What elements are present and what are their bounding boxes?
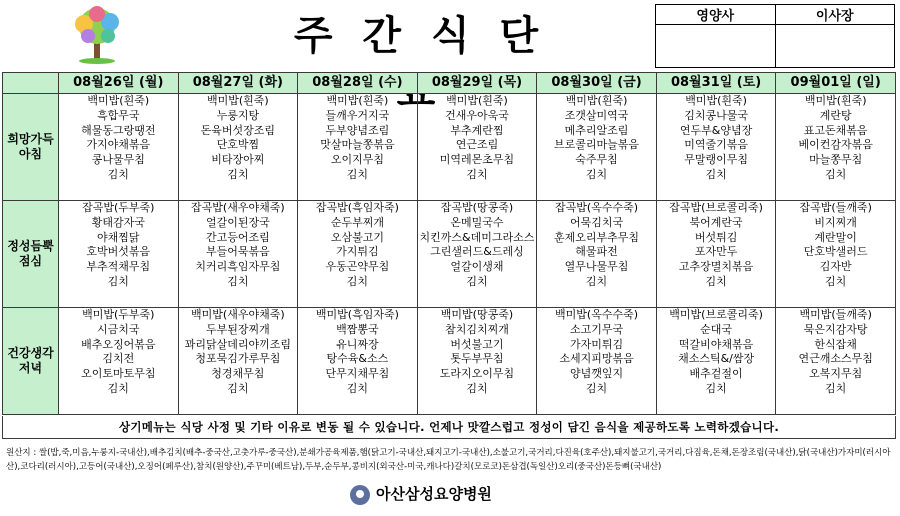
approval-box	[655, 4, 895, 68]
menu-item: 김치	[466, 381, 488, 395]
menu-item: 배추오징어볶음	[81, 337, 156, 351]
menu-item: 호박버섯볶음	[86, 245, 151, 259]
notice-text: 상기메뉴는 식당 사정 및 기타 이유로 변동 될 수 있습니다. 언제나 맛깔스럽고 정성이 담긴 음식을 제공하도록 노력하겠습니다.	[2, 416, 896, 439]
page-title: 주 간 식 단	[293, 13, 547, 59]
menu-item: 계란탕	[819, 108, 852, 122]
menu-item: 미역줄기볶음	[684, 138, 748, 152]
menu-item: 김치	[107, 167, 129, 181]
menu-item: 김치	[705, 274, 727, 288]
approval-label-director: 이사장	[775, 5, 895, 25]
day-header: 08월26일 (월)	[59, 73, 179, 94]
menu-item: 부들어묵볶음	[205, 245, 270, 259]
menu-item: 황태감자국	[91, 215, 145, 229]
menu-item: 야채찜닭	[97, 230, 140, 244]
menu-item: 탕수육&소스	[326, 352, 389, 366]
menu-cell	[417, 308, 537, 415]
menu-cell	[776, 201, 896, 308]
menu-item: 오이토마토무침	[81, 367, 156, 381]
menu-item: 백미밥(흰죽)	[446, 94, 508, 107]
menu-cell	[59, 201, 179, 308]
menu-item: 해물동그랑땡전	[81, 123, 156, 137]
menu-item: 버섯불고기	[450, 337, 504, 351]
menu-item: 가지튀김	[336, 245, 379, 259]
menu-item: 백미밥(흰죽)	[565, 94, 628, 107]
menu-cell	[417, 94, 537, 201]
meal-row	[3, 201, 896, 308]
menu-item: 한식잡채	[814, 337, 857, 351]
day-header: 08월28일 (수)	[298, 73, 418, 94]
menu-item: 비타장아찌	[211, 153, 265, 167]
menu-item: 어묵김치국	[569, 215, 624, 229]
menu-item: 오이지무침	[330, 153, 384, 167]
menu-item: 김치	[705, 381, 727, 395]
hospital-name: 아산삼성요양병원	[376, 485, 492, 503]
menu-item: 순대국	[700, 322, 733, 336]
menu-item: 청포묵김가루무침	[195, 352, 281, 366]
menu-item: 건새우아욱국	[445, 108, 509, 122]
menu-item: 북어계란국	[689, 215, 743, 229]
menu-item: 누룽지탕	[216, 108, 260, 122]
meal-label: 건강생각 저녁	[3, 308, 59, 415]
menu-item: 치커리흑임자무침	[195, 260, 281, 274]
menu-item: 얼갈이생채	[450, 260, 504, 274]
origin-info: 원산지 : 쌀(밥,죽,미음,누룽지-국내산),배추김치(배추-중국산,고춧가루-중국산),분쇄가공육제품,햄(닭고기-국내산,돼지고기-국내산),소불고기,국거리,다진육(호주산),돼지불고기,국거리,다짐육,돈채,돈장조림(국내산),닭(국내산)가자미(러시아산),코다리(러시아),고등어(국내산),오징어(페루산),참치(원양산),주꾸미(베트남),두부,순두부,콩비지(외국산-미국,캐나다)갈치(모로코)돈삼겹(독일산)오리(중국산)돈등뼈(국내산)	[6, 448, 891, 472]
menu-item: 채소스틱&/쌈장	[678, 352, 755, 366]
menu-item: 표고돈채볶음	[803, 123, 868, 137]
menu-item: 김치	[705, 167, 727, 181]
menu-item: 가자미튀김	[569, 337, 624, 351]
menu-cell	[537, 94, 657, 201]
menu-item: 미역레몬초무침	[439, 153, 515, 167]
menu-item: 숙주무침	[575, 153, 618, 167]
menu-item: 백짬뽕국	[336, 322, 379, 336]
menu-item: 소세지피망볶음	[559, 352, 634, 366]
menu-item: 잡곡밥(새우야채죽)	[191, 201, 285, 214]
day-header: 08월27일 (화)	[178, 73, 298, 94]
menu-cell	[417, 201, 537, 308]
menu-item: 잡곡밥(옥수수죽)	[555, 201, 639, 214]
menu-item: 백미밥(두부죽)	[82, 308, 155, 321]
menu-cell	[59, 308, 179, 415]
menu-item: 부추계란찜	[450, 123, 504, 137]
menu-item: 해물파전	[575, 245, 618, 259]
menu-item: 부추적채무침	[86, 260, 151, 274]
menu-item: 김자반	[819, 260, 852, 274]
menu-item: 소고기무국	[569, 322, 624, 336]
menu-item: 마늘쫑무침	[809, 153, 863, 167]
day-header: 08월31일 (토)	[656, 73, 776, 94]
menu-cell	[537, 201, 657, 308]
menu-item: 도라지오이무침	[439, 367, 515, 381]
menu-item: 꽈리닭살데리야끼조림	[184, 337, 291, 351]
menu-cell	[178, 308, 298, 415]
approval-sign-dietitian[interactable]	[656, 25, 776, 68]
menu-item: 잡곡밥(흑임자죽)	[315, 201, 399, 214]
menu-cell	[298, 308, 418, 415]
menu-item: 백미밥(흰죽)	[685, 94, 747, 107]
hospital-footer	[350, 482, 550, 506]
menu-item: 포자만두	[694, 245, 738, 259]
menu-item: 김치	[227, 381, 249, 395]
menu-cell	[59, 94, 179, 201]
menu-item: 김치	[585, 274, 608, 288]
menu-item: 메추리알조림	[564, 123, 629, 137]
approval-sign-director[interactable]	[775, 25, 895, 68]
menu-item: 잡곡밥(브로콜리죽)	[669, 201, 763, 214]
menu-item: 연근조림	[455, 138, 499, 152]
menu-item: 얼갈이된장국	[205, 215, 270, 229]
menu-item: 잡곡밥(들깨죽)	[799, 201, 872, 214]
menu-cell	[178, 201, 298, 308]
meal-row	[3, 308, 896, 415]
menu-item: 김치	[107, 274, 129, 288]
menu-item: 청경채무침	[211, 367, 265, 381]
menu-item: 잡곡밥(땅콩죽)	[440, 201, 514, 214]
menu-item: 단호박찜	[216, 138, 260, 152]
menu-item: 백미밥(새우야채죽)	[191, 308, 285, 321]
menu-item: 오복지무침	[809, 367, 863, 381]
menu-cell	[178, 94, 298, 201]
menu-item: 참치김치찌개	[445, 322, 509, 336]
menu-item: 배추겉절이	[689, 367, 743, 381]
menu-item: 훈제오리부추무침	[554, 230, 640, 244]
meal-row	[3, 94, 896, 201]
menu-cell	[776, 94, 896, 201]
menu-item: 연근깨소스무침	[798, 352, 873, 366]
menu-item: 온메밀국수	[450, 215, 504, 229]
menu-item: 돈육버섯장조림	[200, 123, 276, 137]
menu-item: 우동곤약무침	[325, 260, 390, 274]
menu-item: 치킨까스&데미그라소스	[419, 230, 535, 244]
menu-item: 김치	[346, 274, 369, 288]
approval-label-dietitian: 영양사	[656, 5, 776, 25]
menu-item: 잡곡밥(두부죽)	[82, 201, 155, 214]
day-header: 09월01일 (일)	[776, 73, 896, 94]
menu-item: 김치	[346, 381, 369, 395]
menu-item: 콩나물무침	[91, 153, 145, 167]
menu-item: 브로콜리마늘볶음	[554, 138, 640, 152]
menu-item: 백미밥(흰죽)	[326, 94, 389, 107]
menu-item: 김치	[825, 381, 847, 395]
menu-item: 단무지채무침	[325, 367, 390, 381]
menu-item: 백미밥(옥수수죽)	[555, 308, 639, 321]
menu-item: 백미밥(브로콜리죽)	[669, 308, 763, 321]
menu-item: 베이컨감자볶음	[798, 138, 873, 152]
weekly-menu-table	[2, 72, 896, 415]
menu-cell	[298, 94, 418, 201]
menu-item: 양념깻잎지	[569, 367, 624, 381]
menu-item: 시금치국	[97, 322, 140, 336]
menu-item: 순두부찌개	[330, 215, 384, 229]
menu-item: 김치	[466, 274, 488, 288]
tree-logo-icon	[64, 4, 130, 64]
menu-item: 흑합무국	[97, 108, 140, 122]
menu-item: 계란말이	[814, 230, 857, 244]
menu-item: 김치	[227, 167, 249, 181]
menu-item: 톳두부무침	[450, 352, 504, 366]
hospital-logo-icon	[350, 485, 370, 505]
menu-item: 백미밥(흰죽)	[206, 94, 269, 107]
menu-item: 김치	[825, 274, 847, 288]
menu-item: 백미밥(땅콩죽)	[440, 308, 514, 321]
menu-item: 맛살마늘쫑볶음	[320, 138, 395, 152]
menu-item: 그린샐러드&드레싱	[430, 245, 524, 259]
menu-item: 김치	[346, 167, 369, 181]
menu-item: 백미밥(흰죽)	[87, 94, 150, 107]
menu-item: 열무나물무침	[564, 260, 629, 274]
menu-item: 백미밥(흑임자죽)	[315, 308, 399, 321]
menu-cell	[656, 201, 776, 308]
meal-label: 희망가득 아침	[3, 94, 59, 201]
menu-item: 백미밥(흰죽)	[804, 94, 867, 107]
menu-item: 무말랭이무침	[684, 153, 748, 167]
menu-item: 김치	[107, 381, 129, 395]
menu-item: 백미밥(들깨죽)	[799, 308, 872, 321]
menu-item: 비지찌개	[814, 215, 857, 229]
menu-item: 김치	[825, 167, 847, 181]
meal-label: 정성듬뿍 점심	[3, 201, 59, 308]
day-header: 08월29일 (목)	[417, 73, 537, 94]
menu-cell	[776, 308, 896, 415]
menu-item: 김치	[466, 167, 488, 181]
menu-cell	[656, 94, 776, 201]
menu-item: 가지야채볶음	[86, 138, 151, 152]
menu-item: 김치	[585, 167, 608, 181]
menu-item: 단호박샐러드	[803, 245, 868, 259]
menu-item: 두부된장찌개	[205, 322, 270, 336]
menu-item: 김치콩나물국	[684, 108, 748, 122]
menu-item: 오삼불고기	[330, 230, 384, 244]
menu-item: 묵은지감자탕	[803, 322, 868, 336]
day-header-row	[3, 73, 896, 94]
menu-item: 유니짜장	[336, 337, 379, 351]
menu-cell	[298, 201, 418, 308]
menu-item: 버섯튀김	[694, 230, 738, 244]
menu-cell	[537, 308, 657, 415]
menu-item: 간고등어조림	[205, 230, 270, 244]
menu-item: 연두부&양념장	[679, 123, 753, 137]
menu-item: 조갯살미역국	[564, 108, 629, 122]
menu-item: 고추장멸치볶음	[678, 260, 754, 274]
menu-item: 김치전	[102, 352, 135, 366]
menu-item: 김치	[227, 274, 249, 288]
menu-item: 두부양념조림	[325, 123, 390, 137]
corner-cell	[3, 73, 59, 94]
menu-item: 김치	[585, 381, 608, 395]
menu-item: 떡갈비야채볶음	[678, 337, 754, 351]
menu-cell	[656, 308, 776, 415]
day-header: 08월30일 (금)	[537, 73, 657, 94]
menu-item: 들깨우거지국	[325, 108, 390, 122]
